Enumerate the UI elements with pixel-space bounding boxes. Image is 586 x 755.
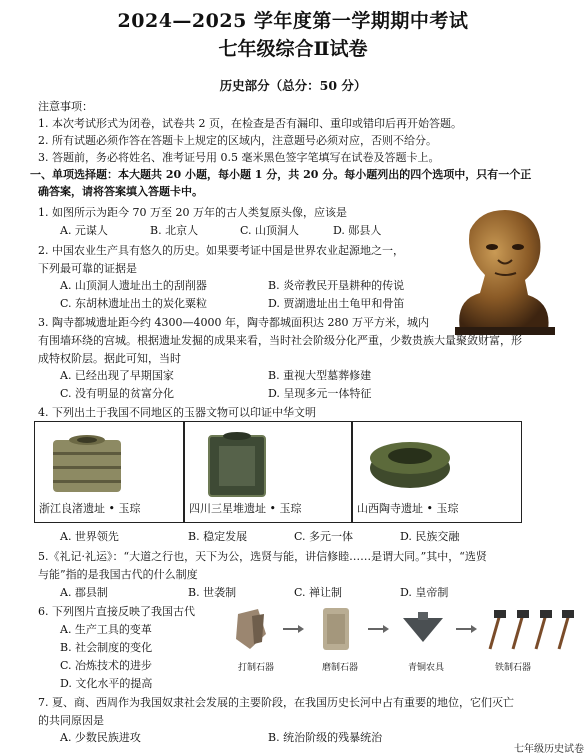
page-footer: 七年级历史试卷 (514, 744, 584, 755)
notice-item: 1. 本次考试形式为闭卷，试卷共 2 页，在检查是否有漏印、重印或错印后再开始答题。 (38, 117, 462, 130)
image-caption: 四川三星堆遗址 • 玉琮 (189, 502, 302, 515)
option: A. 元谋人 (60, 224, 108, 237)
notice-heading: 注意事项： (38, 100, 93, 113)
image-caption: 山西陶寺遗址 • 玉琮 (357, 502, 459, 515)
notice-item: 3. 答题前，务必将姓名、准考证号用 0.5 毫米黑色签字笔填写在试卷及答题卡上。 (38, 151, 440, 164)
question-stem: 2. 中国农业生产具有悠久的历史。如果要考证中国是世界农业起源地之一， (38, 244, 404, 257)
option: A. 少数民族进攻 (60, 731, 141, 744)
tool-caption: 磨制石器 (322, 663, 359, 673)
jade-cong-image (197, 428, 277, 500)
option: C. 山顶洞人 (240, 224, 300, 237)
option: A. 山顶洞人遗址出土的刮削器 (60, 279, 207, 292)
option: B. 北京人 (150, 224, 199, 237)
jade-image-panel (34, 421, 184, 523)
question-stem: 的共同原因是 (38, 714, 104, 727)
option: C. 东胡林遗址出土的炭化粟粒 (60, 297, 208, 310)
exam-subtitle: 七年级综合Ⅱ试卷 (218, 38, 368, 60)
option: B. 炎帝教民开垦耕种的传说 (268, 279, 405, 292)
option: C. 没有明显的贫富分化 (60, 387, 175, 400)
option: B. 重视大型墓葬修建 (268, 369, 372, 382)
section-score: 历史部分（总分：50 分） (219, 78, 367, 93)
option: C. 禅让制 (294, 586, 343, 599)
jade-cong-image (45, 430, 130, 500)
jade-image-panel (184, 421, 352, 523)
tool-caption: 铁制石器 (495, 663, 532, 673)
question-stem: 5.《礼记·礼运》：“大道之行也，天下为公，选贤与能，讲信修睦……是谓大同。”其中，“选贤 (38, 550, 487, 563)
option: D. 呈现多元一体特征 (268, 387, 372, 400)
option: D. 贾湖遗址出土龟甲和骨笛 (268, 297, 405, 310)
question-stem: 有围墙环绕的宫城。根据遗址发掘的成果来看，当时社会阶级分化严重，少数贵族大量聚敛财富，形 (38, 334, 522, 347)
option: C. 多元一体 (294, 530, 354, 543)
option: B. 统治阶级的残暴统治 (268, 731, 383, 744)
tool-evolution-image (228, 604, 578, 654)
question-stem: 1. 如图所示为距今 70 万至 20 万年的古人类复原头像，应该是 (38, 206, 347, 219)
option: D. 皇帝制 (400, 586, 449, 599)
tool-caption: 青铜农具 (408, 663, 445, 673)
jade-cong-image (363, 432, 458, 494)
option: A. 已经出现了早期国家 (60, 369, 174, 382)
jade-image-panel (352, 421, 522, 523)
question-stem: 4. 下列出土于我国不同地区的玉器文物可以印证中华文明 (38, 406, 316, 419)
hominid-bust-image (440, 205, 560, 335)
option: D. 文化水平的提高 (60, 677, 153, 690)
question-stem: 与能”指的是我国古代的什么制度 (38, 568, 198, 581)
option: B. 社会制度的变化 (60, 641, 153, 654)
option: A. 郡县制 (60, 586, 108, 599)
exam-title: 2024—2025 学年度第一学期期中考试 (117, 10, 469, 32)
tool-caption: 打制石器 (238, 663, 275, 673)
question-stem: 下列最可靠的证据是 (38, 262, 137, 275)
question-stem: 6. 下列图片直接反映了我国古代 (38, 605, 195, 618)
image-caption: 浙江良渚遗址 • 玉琮 (39, 502, 141, 515)
section-instruction: 一、单项选择题：本大题共 20 小题，每小题 1 分，共 20 分。每小题列出的四个选项中，只有一个正 (30, 168, 532, 181)
option: C. 冶炼技术的进步 (60, 659, 153, 672)
option: B. 稳定发展 (188, 530, 248, 543)
notice-item: 2. 所有试题必须作答在答题卡上规定的区域内，注意题号必须对应，否则不给分。 (38, 134, 437, 147)
option: A. 生产工具的变革 (60, 623, 152, 636)
option: D. 郧县人 (333, 224, 382, 237)
question-stem: 7. 夏、商、西周作为我国奴隶社会发展的主要阶段，在我国历史长河中占有重要的地位，它们灭亡 (38, 696, 514, 709)
question-stem: 成特权阶层。据此可知，当时 (38, 352, 181, 365)
section-instruction: 确答案，请将答案填入答题卡中。 (38, 185, 203, 198)
option: B. 世袭制 (188, 586, 237, 599)
option: A. 世界领先 (60, 530, 119, 543)
question-stem: 3. 陶寺都城遗址距今约 4300—4000 年，陶寺都城面积达 280 万平方米，城内 (38, 316, 429, 329)
option: D. 民族交融 (400, 530, 460, 543)
